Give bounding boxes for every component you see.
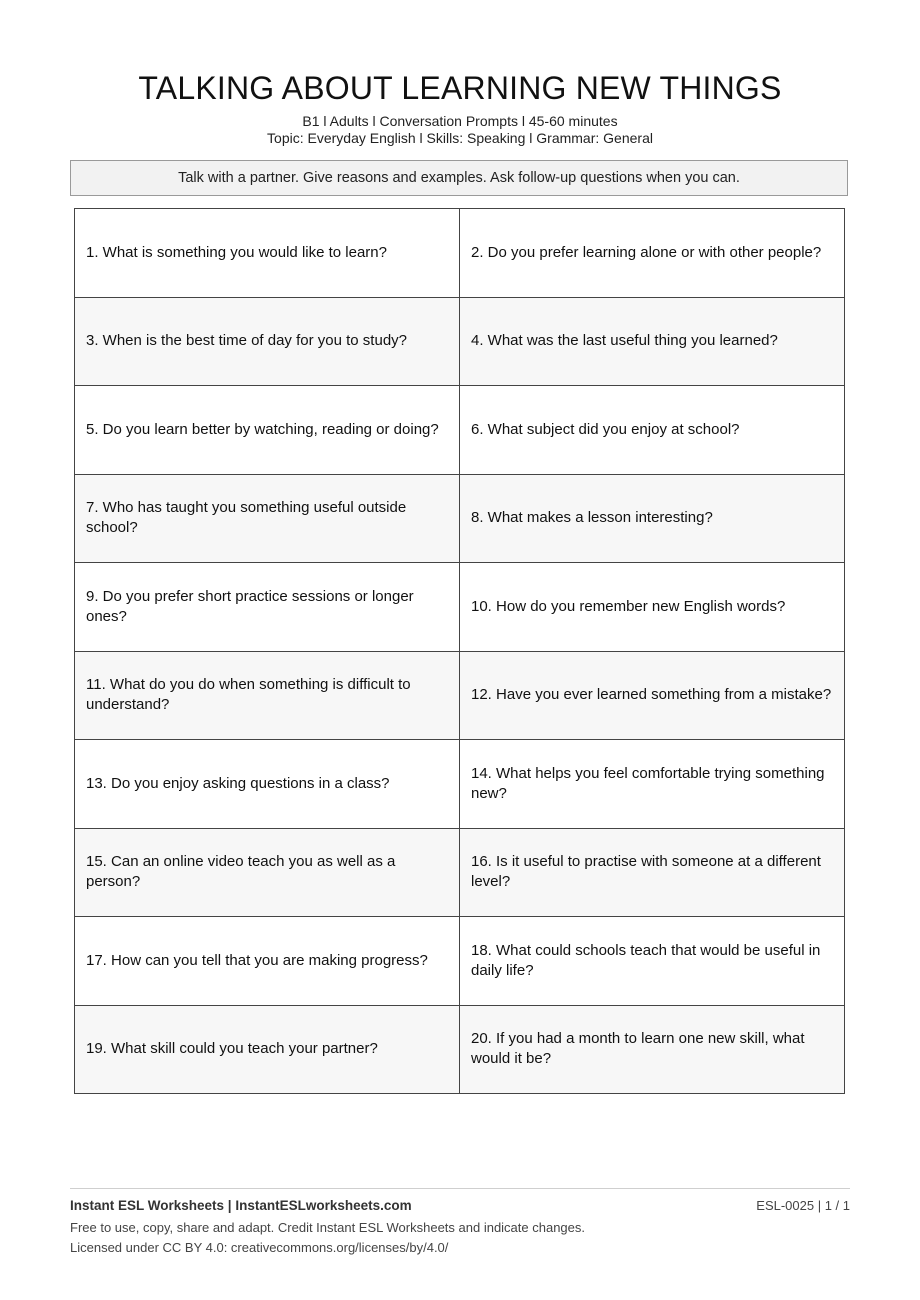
table-row	[75, 651, 845, 740]
question-cell: 19. What skill could you teach your partner?	[75, 1005, 460, 1094]
table-row	[75, 917, 845, 1006]
question-cell: 15. Can an online video teach you as well as a person?	[75, 828, 460, 917]
question-cell: 14. What helps you feel comfortable trying something new?	[460, 740, 845, 829]
question-cell: 4. What was the last useful thing you learned?	[460, 297, 845, 386]
question-cell: 5. Do you learn better by watching, reading or doing?	[75, 386, 460, 475]
question-cell: 7. Who has taught you something useful outside school?	[75, 474, 460, 563]
page-title: TALKING ABOUT LEARNING NEW THINGS	[138, 70, 782, 106]
question-cell: 8. What makes a lesson interesting?	[460, 474, 845, 563]
question-cell: 6. What subject did you enjoy at school?	[460, 386, 845, 475]
table-row	[75, 1005, 845, 1094]
footer-page-code: ESL-0025 | 1 / 1	[756, 1198, 850, 1213]
footer-divider	[70, 1188, 850, 1189]
question-cell: 11. What do you do when something is difficult to understand?	[75, 651, 460, 740]
question-cell: 9. Do you prefer short practice sessions or longer ones?	[75, 563, 460, 652]
instructions-text: Talk with a partner. Give reasons and examples. Ask follow-up questions when you can.	[178, 170, 740, 186]
question-cell: 12. Have you ever learned something from a mistake?	[460, 651, 845, 740]
question-cell: 18. What could schools teach that would be useful in daily life?	[460, 917, 845, 1006]
question-cell: 10. How do you remember new English words?	[460, 563, 845, 652]
table-row	[75, 563, 845, 652]
question-cell: 2. Do you prefer learning alone or with other people?	[460, 209, 845, 298]
question-cell: 16. Is it useful to practise with someone at a different level?	[460, 828, 845, 917]
footer-license-url: Licensed under CC BY 4.0: creativecommons.org/licenses/by/4.0/	[70, 1240, 449, 1255]
questions-table	[74, 208, 845, 1094]
table-row	[75, 209, 845, 298]
question-cell: 13. Do you enjoy asking questions in a class?	[75, 740, 460, 829]
footer-license-text: Free to use, copy, share and adapt. Credit Instant ESL Worksheets and indicate changes.	[70, 1220, 586, 1235]
question-cell: 17. How can you tell that you are making progress?	[75, 917, 460, 1006]
table-row	[75, 386, 845, 475]
meta-level-line: B1 l Adults l Conversation Prompts l 45-60 minutes	[302, 113, 618, 129]
question-cell: 20. If you had a month to learn one new skill, what would it be?	[460, 1005, 845, 1094]
table-row	[75, 828, 845, 917]
meta-topic-line: Topic: Everyday English l Skills: Speaking l Grammar: General	[267, 130, 653, 146]
table-row	[75, 740, 845, 829]
instructions-box	[70, 160, 848, 196]
question-cell: 3. When is the best time of day for you to study?	[75, 297, 460, 386]
question-cell: 1. What is something you would like to learn?	[75, 209, 460, 298]
table-row	[75, 297, 845, 386]
footer-brand: Instant ESL Worksheets | InstantESLworksheets.com	[70, 1198, 412, 1213]
table-row	[75, 474, 845, 563]
